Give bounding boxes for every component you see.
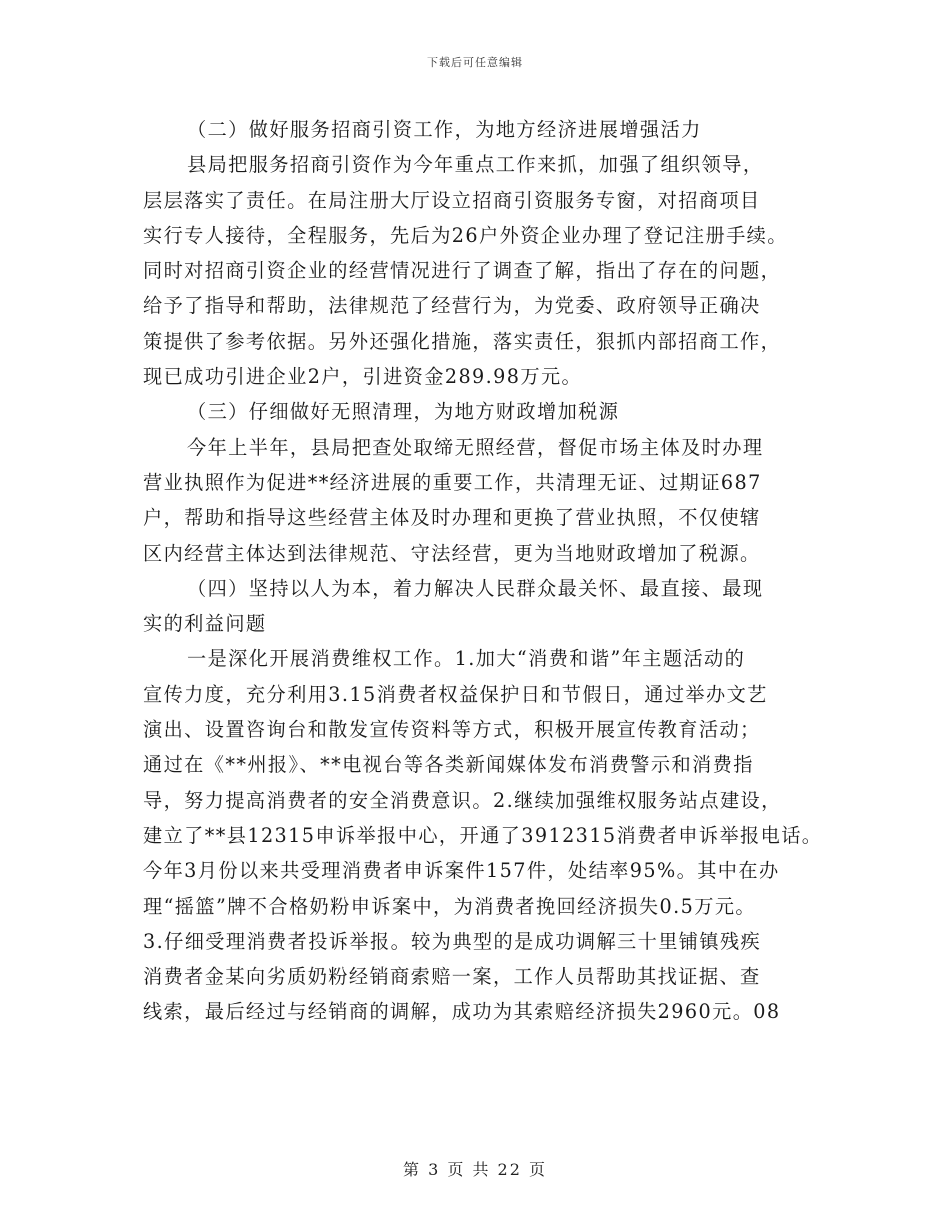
text-line: （三）仔细做好无照清理，为地方财政增加税源 (187, 400, 620, 424)
text-line: 宣传力度，充分利用3.15消费者权益保护日和节假日，通过举办文艺 (143, 682, 768, 706)
text-line: 一是深化开展消费维权工作。1.加大“消费和谐”年主题活动的 (187, 647, 746, 671)
document-body (143, 112, 833, 1030)
text-line: 理“摇篮”牌不合格奶粉申诉案中，为消费者挽回经济损失0.5万元。 (143, 894, 756, 918)
text-line: 实行专人接待，全程服务，先后为26户外资企业办理了登记注册手续。 (143, 223, 788, 247)
text-line: 线索，最后经过与经销商的调解，成功为其索赔经济损失2960元。08 (143, 1000, 781, 1024)
text-line: 建立了**县12315申诉举报中心，开通了3912315消费者申诉举报电话。 (143, 823, 823, 847)
text-line: 策提供了参考依据。另外还强化措施，落实责任，狠抓内部招商工作， (143, 329, 782, 353)
text-line: 给予了指导和帮助，法律规范了经营行为，为党委、政府领导正确决 (143, 294, 761, 318)
text-line: （二）做好服务招商引资工作，为地方经济进展增强活力 (187, 118, 702, 141)
text-line: 同时对招商引资企业的经营情况进行了调查了解，指出了存在的问题， (143, 259, 782, 283)
text-line: 消费者金某向劣质奶粉经销商索赔一案，工作人员帮助其找证据、查 (143, 965, 761, 989)
text-line: 3.仔细受理消费者投诉举报。较为典型的是成功调解三十里铺镇残疾 (143, 929, 762, 953)
text-line: 演出、设置咨询台和散发宣传资料等方式，积极开展宣传教育活动； (143, 718, 761, 742)
page-header: 下载后可任意编辑 (427, 56, 523, 69)
text-line: 今年3月份以来共受理消费者申诉案件157件，处结率95%。其中在办 (143, 859, 780, 883)
text-line: 层层落实了责任。在局注册大厅设立招商引资服务专窗，对招商项目 (143, 188, 761, 212)
text-line: 现已成功引进企业2户，引进资金289.98万元。 (143, 365, 583, 389)
text-line: 实的利益问题 (143, 612, 267, 636)
text-line: 通过在《**州报》、**电视台等各类新闻媒体发布消费警示和消费指 (143, 753, 754, 777)
text-line: （四）坚持以人为本，着力解决人民群众最关怀、最直接、最现 (187, 576, 764, 600)
text-line: 区内经营主体达到法律规范、守法经营，更为当地财政增加了税源。 (143, 541, 761, 565)
text-line: 县局把服务招商引资作为今年重点工作来抓，加强了组织领导， (187, 153, 764, 177)
text-line: 今年上半年，县局把查处取缔无照经营，督促市场主体及时办理 (187, 435, 764, 459)
text-line: 营业执照作为促进**经济进展的重要工作，共清理无证、过期证687 (143, 470, 762, 494)
text-line: 户，帮助和指导这些经营主体及时办理和更换了营业执照，不仅使辖 (143, 506, 761, 530)
page-footer: 第 3 页 共 22 页 (403, 1160, 547, 1179)
text-line: 导，努力提高消费者的安全消费意识。2.继续加强维权服务站点建设， (143, 788, 782, 812)
